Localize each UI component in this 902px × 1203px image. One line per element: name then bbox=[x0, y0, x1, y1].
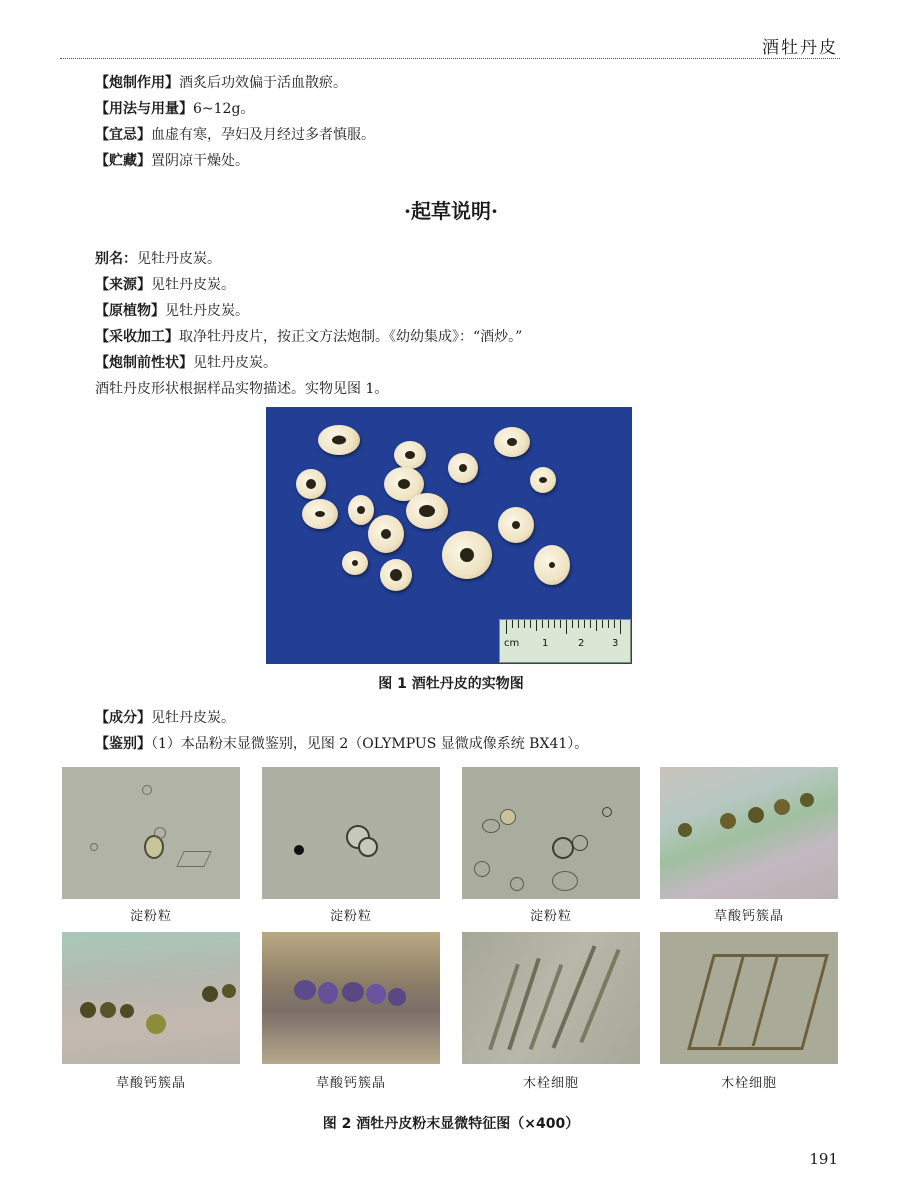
entry-composition bbox=[95, 707, 235, 727]
entry-text: （1）本品粉末显微鉴别，见图 2（OLYMPUS 显微成像系统 BX41）。 bbox=[151, 736, 589, 752]
entry-label: 【采收加工】 bbox=[95, 329, 179, 345]
herb-slice bbox=[442, 531, 492, 579]
herb-slice bbox=[302, 499, 338, 529]
micrograph-label: 草酸钙簇晶 bbox=[713, 909, 784, 924]
entry-text: 血虚有寒，孕妇及月经过多者慎服。 bbox=[151, 127, 375, 143]
entry-label: 【鉴别】 bbox=[95, 736, 151, 752]
entry-pre-processing-traits bbox=[95, 352, 277, 372]
header-rule bbox=[60, 58, 840, 59]
entry-label: 【用法与用量】 bbox=[95, 101, 193, 117]
figure2-caption: 图 2 酒牡丹皮粉末显微特征图（×400） bbox=[322, 1116, 580, 1132]
running-header: 酒牡丹皮 bbox=[762, 38, 838, 58]
micrograph-starch-3 bbox=[462, 767, 640, 899]
micrograph-calcium-oxalate-2 bbox=[62, 932, 240, 1064]
entry-label: 别名： bbox=[95, 251, 137, 267]
ruler-unit-label: cm bbox=[504, 638, 520, 649]
herb-slice bbox=[318, 425, 360, 455]
figure1-photo bbox=[266, 407, 632, 664]
entry-contraindications bbox=[95, 124, 375, 144]
section-heading: ·起草说明· bbox=[404, 199, 498, 223]
ruler-label: 1 bbox=[542, 638, 549, 649]
herb-slice bbox=[394, 441, 426, 469]
page-number: 191 bbox=[809, 1150, 838, 1168]
herb-slice bbox=[348, 495, 374, 525]
measuring-ruler bbox=[499, 619, 631, 663]
micrograph-calcium-oxalate-3 bbox=[262, 932, 440, 1064]
entry-text: 置阴凉干燥处。 bbox=[151, 153, 249, 169]
entry-identification bbox=[95, 733, 588, 753]
entry-text: 见牡丹皮炭。 bbox=[165, 303, 249, 319]
micrograph-calcium-oxalate-1 bbox=[660, 767, 838, 899]
micrograph-label: 草酸钙簇晶 bbox=[115, 1076, 186, 1091]
micrograph-starch-2 bbox=[262, 767, 440, 899]
micrograph-cork-cells-1 bbox=[462, 932, 640, 1064]
shape-note: 酒牡丹皮形状根据样品实物描述。实物见图 1。 bbox=[95, 381, 389, 397]
entry-text: 见牡丹皮炭。 bbox=[151, 277, 235, 293]
entry-text: 见牡丹皮炭。 bbox=[151, 710, 235, 726]
micrograph-label: 草酸钙簇晶 bbox=[315, 1076, 386, 1091]
entry-label: 【炮制作用】 bbox=[95, 75, 179, 91]
herb-slice bbox=[498, 507, 534, 543]
entry-label: 【原植物】 bbox=[95, 303, 165, 319]
entry-source bbox=[95, 274, 235, 294]
entry-processing-effect bbox=[95, 72, 347, 92]
micrograph-label: 淀粉粒 bbox=[529, 909, 572, 924]
entry-original-plant bbox=[95, 300, 249, 320]
entry-storage bbox=[95, 150, 249, 170]
herb-slice bbox=[380, 559, 412, 591]
herb-slice bbox=[406, 493, 448, 529]
micrograph-starch-1 bbox=[62, 767, 240, 899]
herb-slice bbox=[296, 469, 326, 499]
micrograph-label: 淀粉粒 bbox=[129, 909, 172, 924]
micrograph-cork-cells-2 bbox=[660, 932, 838, 1064]
micrograph-label: 木栓细胞 bbox=[720, 1076, 777, 1091]
entry-label: 【成分】 bbox=[95, 710, 151, 726]
entry-dosage bbox=[95, 98, 254, 118]
entry-harvest-processing bbox=[95, 326, 522, 346]
herb-slice bbox=[448, 453, 478, 483]
micrograph-label: 木栓细胞 bbox=[522, 1076, 579, 1091]
entry-text: 取净牡丹皮片，按正文方法炮制。《幼幼集成》：“酒炒。” bbox=[179, 329, 523, 345]
entry-label: 【宜忌】 bbox=[95, 127, 151, 143]
entry-text: 见牡丹皮炭。 bbox=[193, 355, 277, 371]
micrograph-label: 淀粉粒 bbox=[329, 909, 372, 924]
herb-slice bbox=[534, 545, 570, 585]
ruler-label: 3 bbox=[612, 638, 619, 649]
ruler-label: 2 bbox=[578, 638, 585, 649]
figure1-caption: 图 1 酒牡丹皮的实物图 bbox=[378, 676, 524, 692]
entry-text: 见牡丹皮炭。 bbox=[137, 251, 221, 267]
entry-label: 【来源】 bbox=[95, 277, 151, 293]
entry-label: 【贮藏】 bbox=[95, 153, 151, 169]
entry-alias bbox=[95, 248, 221, 268]
entry-text: 酒炙后功效偏于活血散瘀。 bbox=[179, 75, 347, 91]
entry-text: 6~12g。 bbox=[193, 101, 255, 117]
herb-slice bbox=[368, 515, 404, 553]
entry-label: 【炮制前性状】 bbox=[95, 355, 193, 371]
herb-slice bbox=[530, 467, 556, 493]
herb-slice bbox=[494, 427, 530, 457]
herb-slice bbox=[342, 551, 368, 575]
